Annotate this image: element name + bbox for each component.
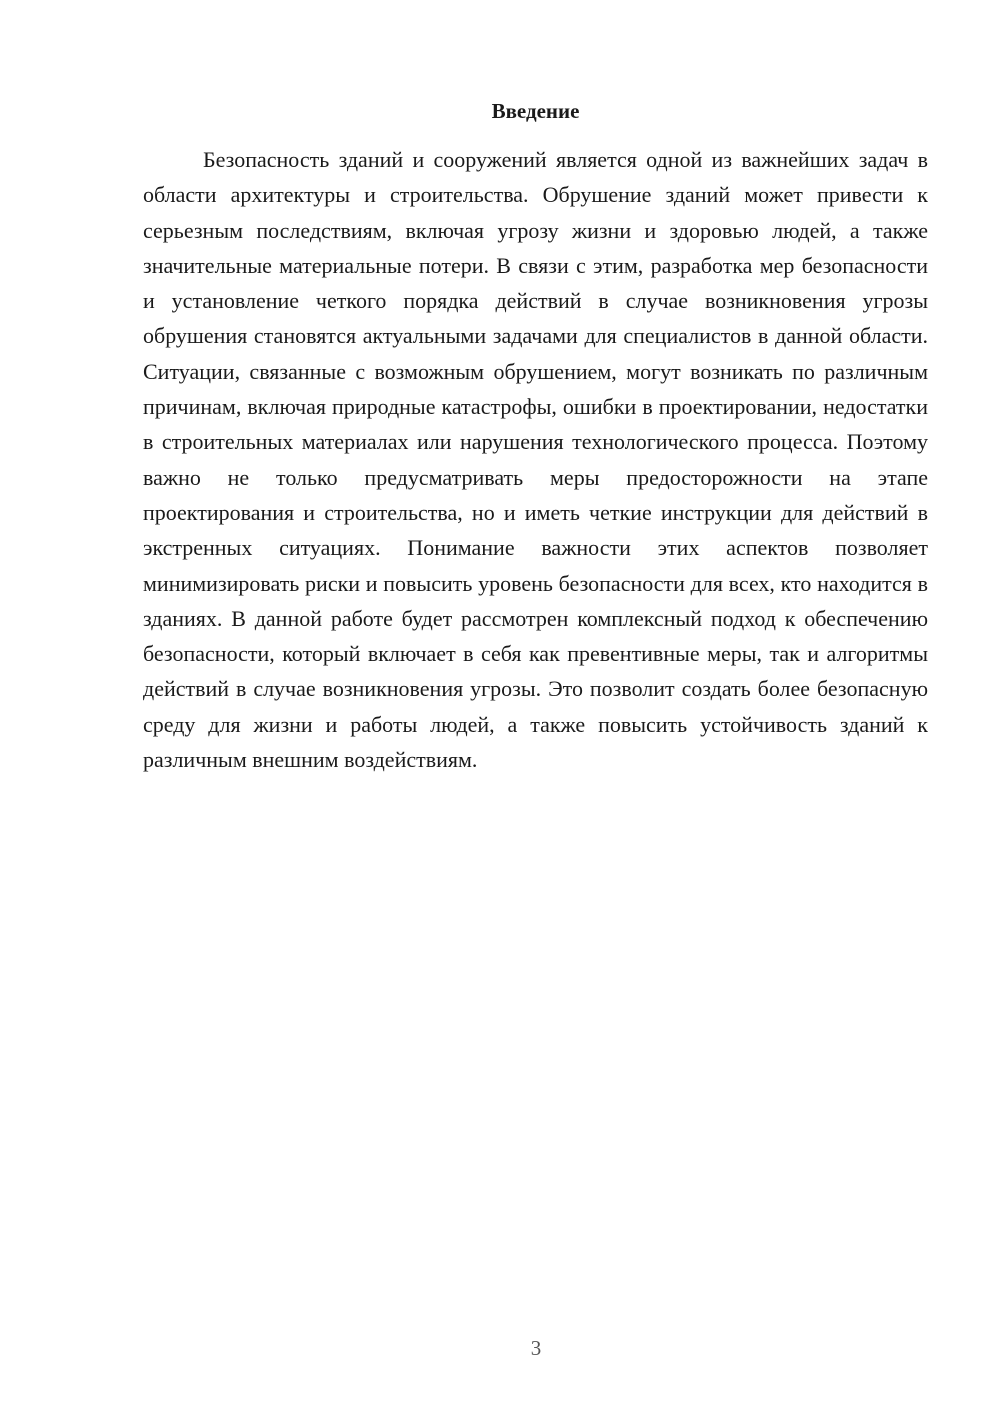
page-number: 3 [530,1336,542,1360]
section-title: Введение [491,99,580,123]
intro-paragraph: Безопасность зданий и сооружений является одной из важнейших задач в области архитектуры и строительства. Обрушение зданий может привести к серьезным последствиям, включая угрозу жизни и здоровью людей, а также значительные материальные потери. В связи с этим, разработка мер безопасности и установление четкого порядка действий в случае возникновения угрозы обрушения становятся актуальными задачами для специалистов в данной области. Ситуации, связанные с возможным обрушением, могут возникать по различным причинам, включая природные катастрофы, ошибки в проектировании, недостатки в строительных материалах или нарушения технологического процесса. Поэтому важно не только предусматривать меры предосторожности на этапе проектирования и строительства, но и иметь четкие инструкции для действий в экстренных ситуациях. Понимание важности этих аспектов позволяет минимизировать риски и повысить уровень безопасности для всех, кто находится в зданиях. В данной работе будет рассмотрен комплексный подход к обеспечению безопасности, который включает в себя как превентивные меры, так и алгоритмы действий в случае возникновения угрозы. Это позволит создать более безопасную среду для жизни и работы людей, а также повысить устойчивость зданий к различным внешним воздействиям. [143,147,928,773]
